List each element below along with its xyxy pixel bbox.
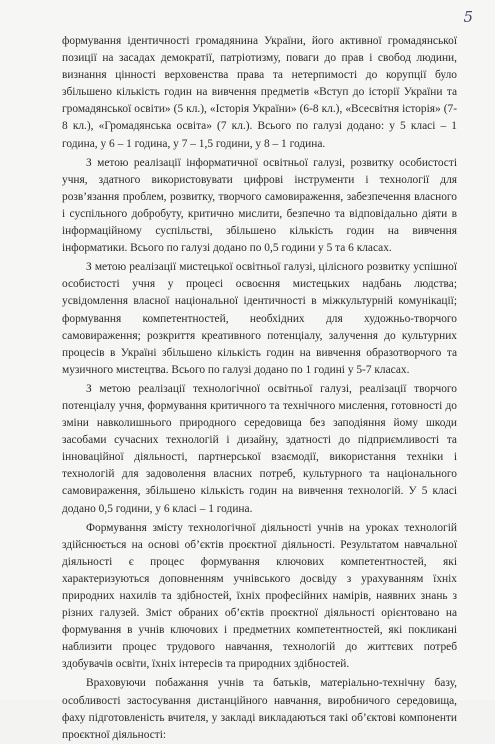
paragraph-components-intro: Враховуючи побажання учнів та батьків, матеріально-технічну базу, особливості застосування дистанційного навчання, виробничого середовища, фаху підготовленість вчителя, у закладі викладаються такі об’єктові компоненти проєктної діяльності: [62,677,457,741]
paragraph-arts: З метою реалізації мистецької освітньої галузі, цілісного розвитку успішної особистості учня у процесі освоєння мистецьких надбань людства; усвідомлення власної національної ідентичності в міжкультурній комунікації; формування компетентностей, необхідних для художньо-творчого самовираження; розкриття креативного потенціалу, залучення до культурних процесів в Україні збільшено кількість годин на вивчення образотворчого та музичного мистецтва. Всього по галузі додано по 1 годині у 5-7 класах. [62,261,457,376]
paragraph-project-activity: Формування змісту технологічної діяльності учнів на уроках технологій здійснюється на основі об’єктів проєктної діяльності. Результатом навчальної діяльності є процес формування ключових компетентностей, які характеризуються доповненням учнівського досвіду з урахуванням їхніх природних нахилів та здібностей, їхніх професійних намірів, наявних знань з різних галузей. Зміст обраних об’єктів проєктної діяльності орієнтовано на формування в учнів ключових і предметних компетентностей, які покликані наблизити процес трудового навчання, технологій до життєвих потреб здобувачів освіти, їхніх інтересів та природних здібностей. [62,521,457,671]
paragraph-informatics: З метою реалізації інформатичної освітньої галузі, розвитку особистості учня, здатного використовувати цифрові інструменти і технології для розв’язання проблем, розвитку, творчого самовираження, забезпечення власного і суспільного добробуту, критично мислити, безпечно та відповідально діяти в інформаційному суспільстві, збільшено кількість годин на вивчення інформатики. Всього по галузі додано по 0,5 години у 5 та 6 класах. [62,156,457,255]
paragraph-technology: З метою реалізації технологічної освітньої галузі, реалізації творчого потенціалу учня, формування критичного та технічного мислення, готовності до зміни навколишнього природного середовища без заподіяння йому шкоди засобами сучасних технологій і дизайну, здатності до підприємливості та інноваційної діяльності, партнерської взаємодії, використання техніки і технологій для задоволення власних потреб, культурного та національного самовираження, збільшено кількість годин на вивчення технологій. У 5 класі додано 0,5 години, у 6 класі – 1 година. [62,382,457,515]
paragraph-civic-education: формування ідентичності громадянина України, його активної громадянської позиції на засадах демократії, патріотизму, поваги до прав і свобод людини, визнання цінності верховенства права та нетерпимості до корупції було збільшено кількість годин на вивчення предметів «Вступ до історії України та громадянської освіти» (5 кл.), «Історія України» (6-8 кл.), «Всесвітня історія» (7-8 кл.), «Громадянська освіта» (7 кл.). Всього по галузі додано: у 5 класі – 1 година, у 6 – 1 година, у 7 – 1,5 години, у 8 – 1 година. [62,35,457,150]
page-number: 5 [463,8,473,26]
document-body [62,33,457,744]
